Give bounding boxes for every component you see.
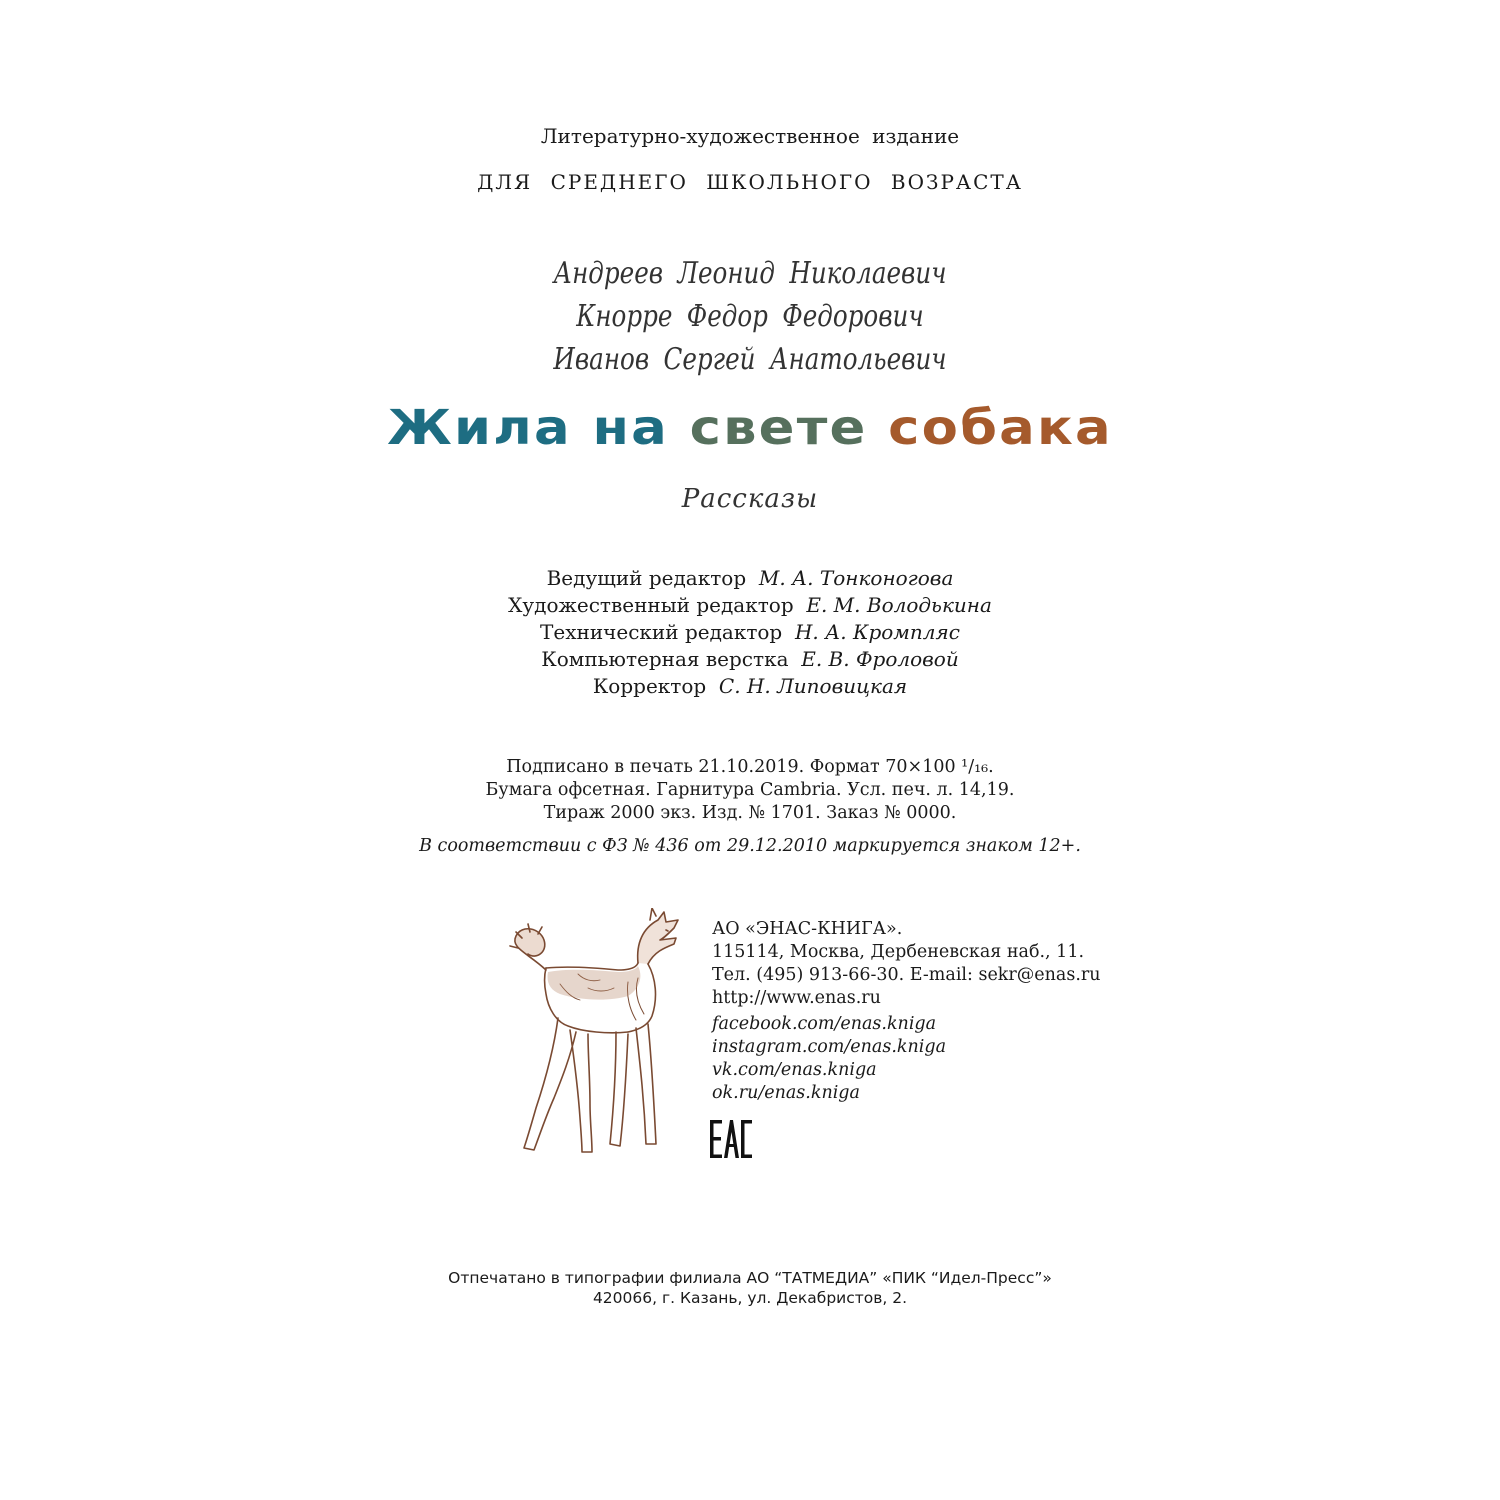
age-group: ДЛЯ СРЕДНЕГО ШКОЛЬНОГО ВОЗРАСТА bbox=[477, 170, 1023, 194]
imprint-line: Тираж 2000 экз. Изд. № 1701. Заказ № 0000. bbox=[543, 803, 957, 823]
publisher-line: АО «ЭНАС-КНИГА». bbox=[712, 919, 903, 939]
credit-name: С. Н. Липовицкая bbox=[718, 674, 908, 698]
title-word: на bbox=[592, 400, 669, 456]
social-link-ok[interactable]: ok.ru/enas.kniga bbox=[712, 1083, 860, 1103]
imprint-block bbox=[0, 756, 1500, 825]
imprint-line: Подписано в печать 21.10.2019. Формат 70×100 ¹/₁₆. bbox=[506, 757, 994, 777]
credit-role: Художественный редактор bbox=[508, 593, 794, 617]
credits-block bbox=[0, 565, 1500, 700]
credit-line bbox=[0, 673, 1500, 700]
publisher-info bbox=[712, 918, 1101, 1010]
edition-type: Литературно-художественное издание bbox=[540, 124, 960, 148]
social-links bbox=[712, 1013, 946, 1105]
publisher-line: 115114, Москва, Дербеневская наб., 11. bbox=[712, 942, 1085, 962]
printer-line: Отпечатано в типографии филиала АО “ТАТМЕДИА” «ПИК “Идел-Пресс”» bbox=[448, 1269, 1052, 1287]
credit-role: Технический редактор bbox=[540, 620, 783, 644]
credit-name: М. А. Тонконогова bbox=[758, 566, 954, 590]
credit-line bbox=[0, 565, 1500, 592]
law-note: В соответствии с ФЗ № 436 от 29.12.2010 маркируется знаком 12+. bbox=[419, 836, 1081, 856]
dog-illustration bbox=[488, 908, 688, 1163]
social-link-facebook[interactable]: facebook.com/enas.kniga bbox=[712, 1014, 937, 1034]
credit-role: Ведущий редактор bbox=[546, 566, 747, 590]
credit-role: Компьютерная верстка bbox=[541, 647, 789, 671]
credit-line bbox=[0, 646, 1500, 673]
author-name: Иванов Сергей Анатольевич bbox=[553, 342, 947, 377]
publisher-website[interactable]: http://www.enas.ru bbox=[712, 988, 881, 1008]
book-title bbox=[0, 400, 1500, 456]
title-word: Жила bbox=[387, 400, 572, 456]
publisher-line: Тел. (495) 913-66-30. E-mail: sekr@enas.ru bbox=[712, 965, 1101, 985]
author-name: Андреев Леонид Николаевич bbox=[553, 256, 947, 291]
social-link-instagram[interactable]: instagram.com/enas.kniga bbox=[712, 1037, 947, 1057]
printer-info bbox=[0, 1268, 1500, 1308]
genre: Рассказы bbox=[681, 484, 819, 514]
eac-mark-icon bbox=[710, 1120, 752, 1158]
authors-list bbox=[0, 252, 1500, 381]
printer-line: 420066, г. Казань, ул. Декабристов, 2. bbox=[592, 1289, 908, 1307]
imprint-line: Бумага офсетная. Гарнитура Cambria. Усл. печ. л. 14,19. bbox=[485, 780, 1015, 800]
credit-role: Корректор bbox=[592, 674, 707, 698]
author-name: Кнорре Федор Федорович bbox=[576, 299, 924, 334]
title-word: собака bbox=[888, 400, 1113, 456]
credit-line bbox=[0, 592, 1500, 619]
credit-line bbox=[0, 619, 1500, 646]
social-link-vk[interactable]: vk.com/enas.kniga bbox=[712, 1060, 877, 1080]
credit-name: Н. А. Кромпляс bbox=[794, 620, 960, 644]
title-word: свете bbox=[689, 400, 868, 456]
credit-name: Е. М. Володькина bbox=[806, 593, 992, 617]
credit-name: Е. В. Фроловой bbox=[801, 647, 959, 671]
